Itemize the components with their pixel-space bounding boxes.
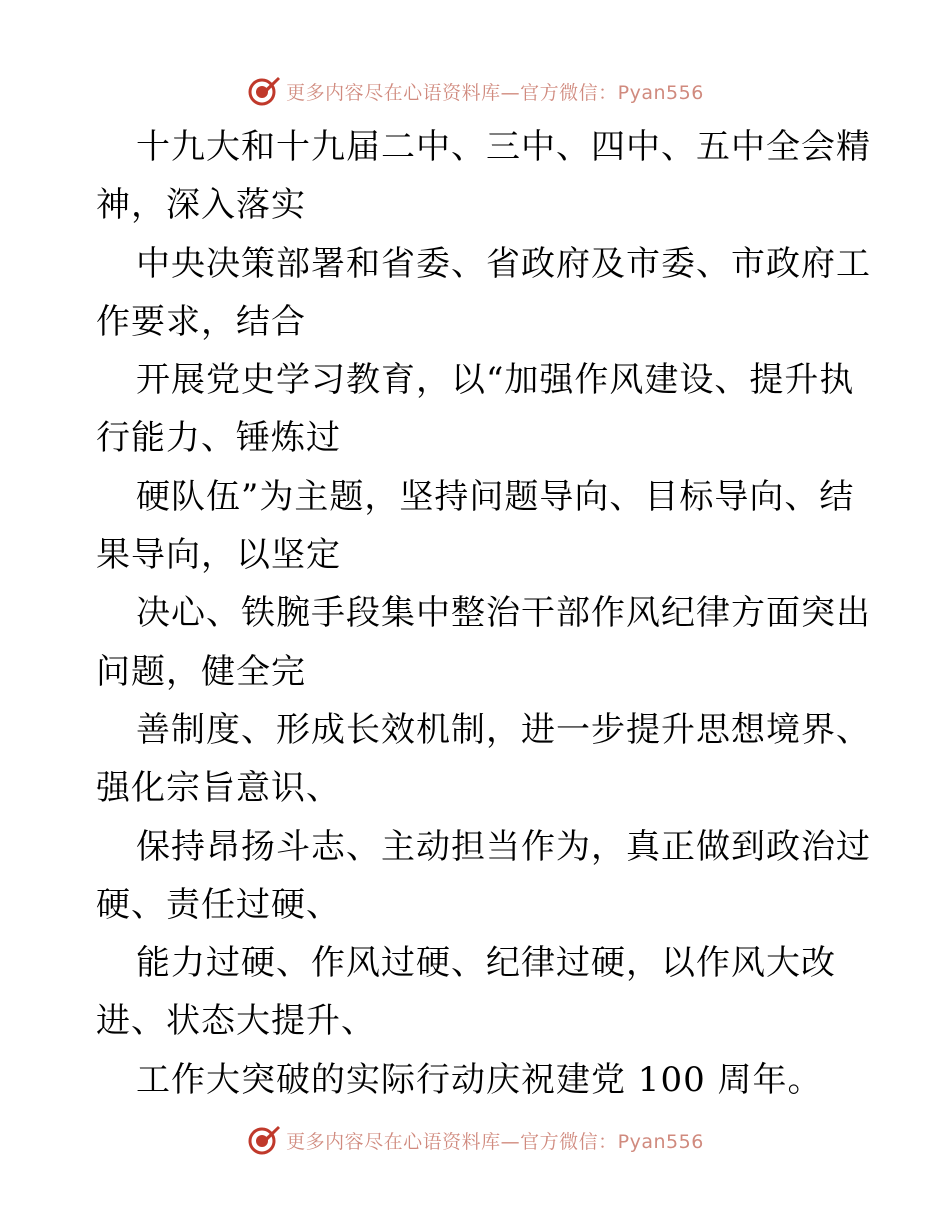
paragraph: 十九大和十九届二中、三中、四中、五中全会精神，深入落实 <box>96 127 871 226</box>
paragraph: 决心、铁腕手段集中整治干部作风纪律方面突出问题，健全完 <box>96 593 871 692</box>
paragraph: 善制度、形成长效机制，进一步提升思想境界、强化宗旨意识、 <box>96 709 871 809</box>
pen-logo-icon <box>246 1122 282 1158</box>
footer-watermark <box>0 1120 950 1160</box>
paragraph: 保持昂扬斗志、主动担当作为，真正做到政治过硬、责任过硬、 <box>96 826 871 925</box>
header-watermark <box>0 71 950 111</box>
paragraph: 开展党史学习教育，以“加强作风建设、提升执行能力、锤炼过 <box>96 360 855 459</box>
document-body <box>96 118 886 1109</box>
pen-logo-icon <box>246 73 282 109</box>
paragraph: 能力过硬、作风过硬、纪律过硬，以作风大改进、状态大提升、 <box>96 943 836 1042</box>
paragraph: 硬队伍”为主题，坚持问题导向、目标导向、结果导向，以坚定 <box>96 476 855 576</box>
watermark-text: 更多内容尽在心语资料库—官方微信：Pyan556 <box>286 81 704 104</box>
watermark-text: 更多内容尽在心语资料库—官方微信：Pyan556 <box>286 1130 704 1153</box>
paragraph: 工作大突破的实际行动庆祝建党 100 周年。 <box>136 1059 823 1100</box>
paragraph: 中央决策部署和省委、省政府及市委、市政府工作要求，结合 <box>96 243 871 342</box>
